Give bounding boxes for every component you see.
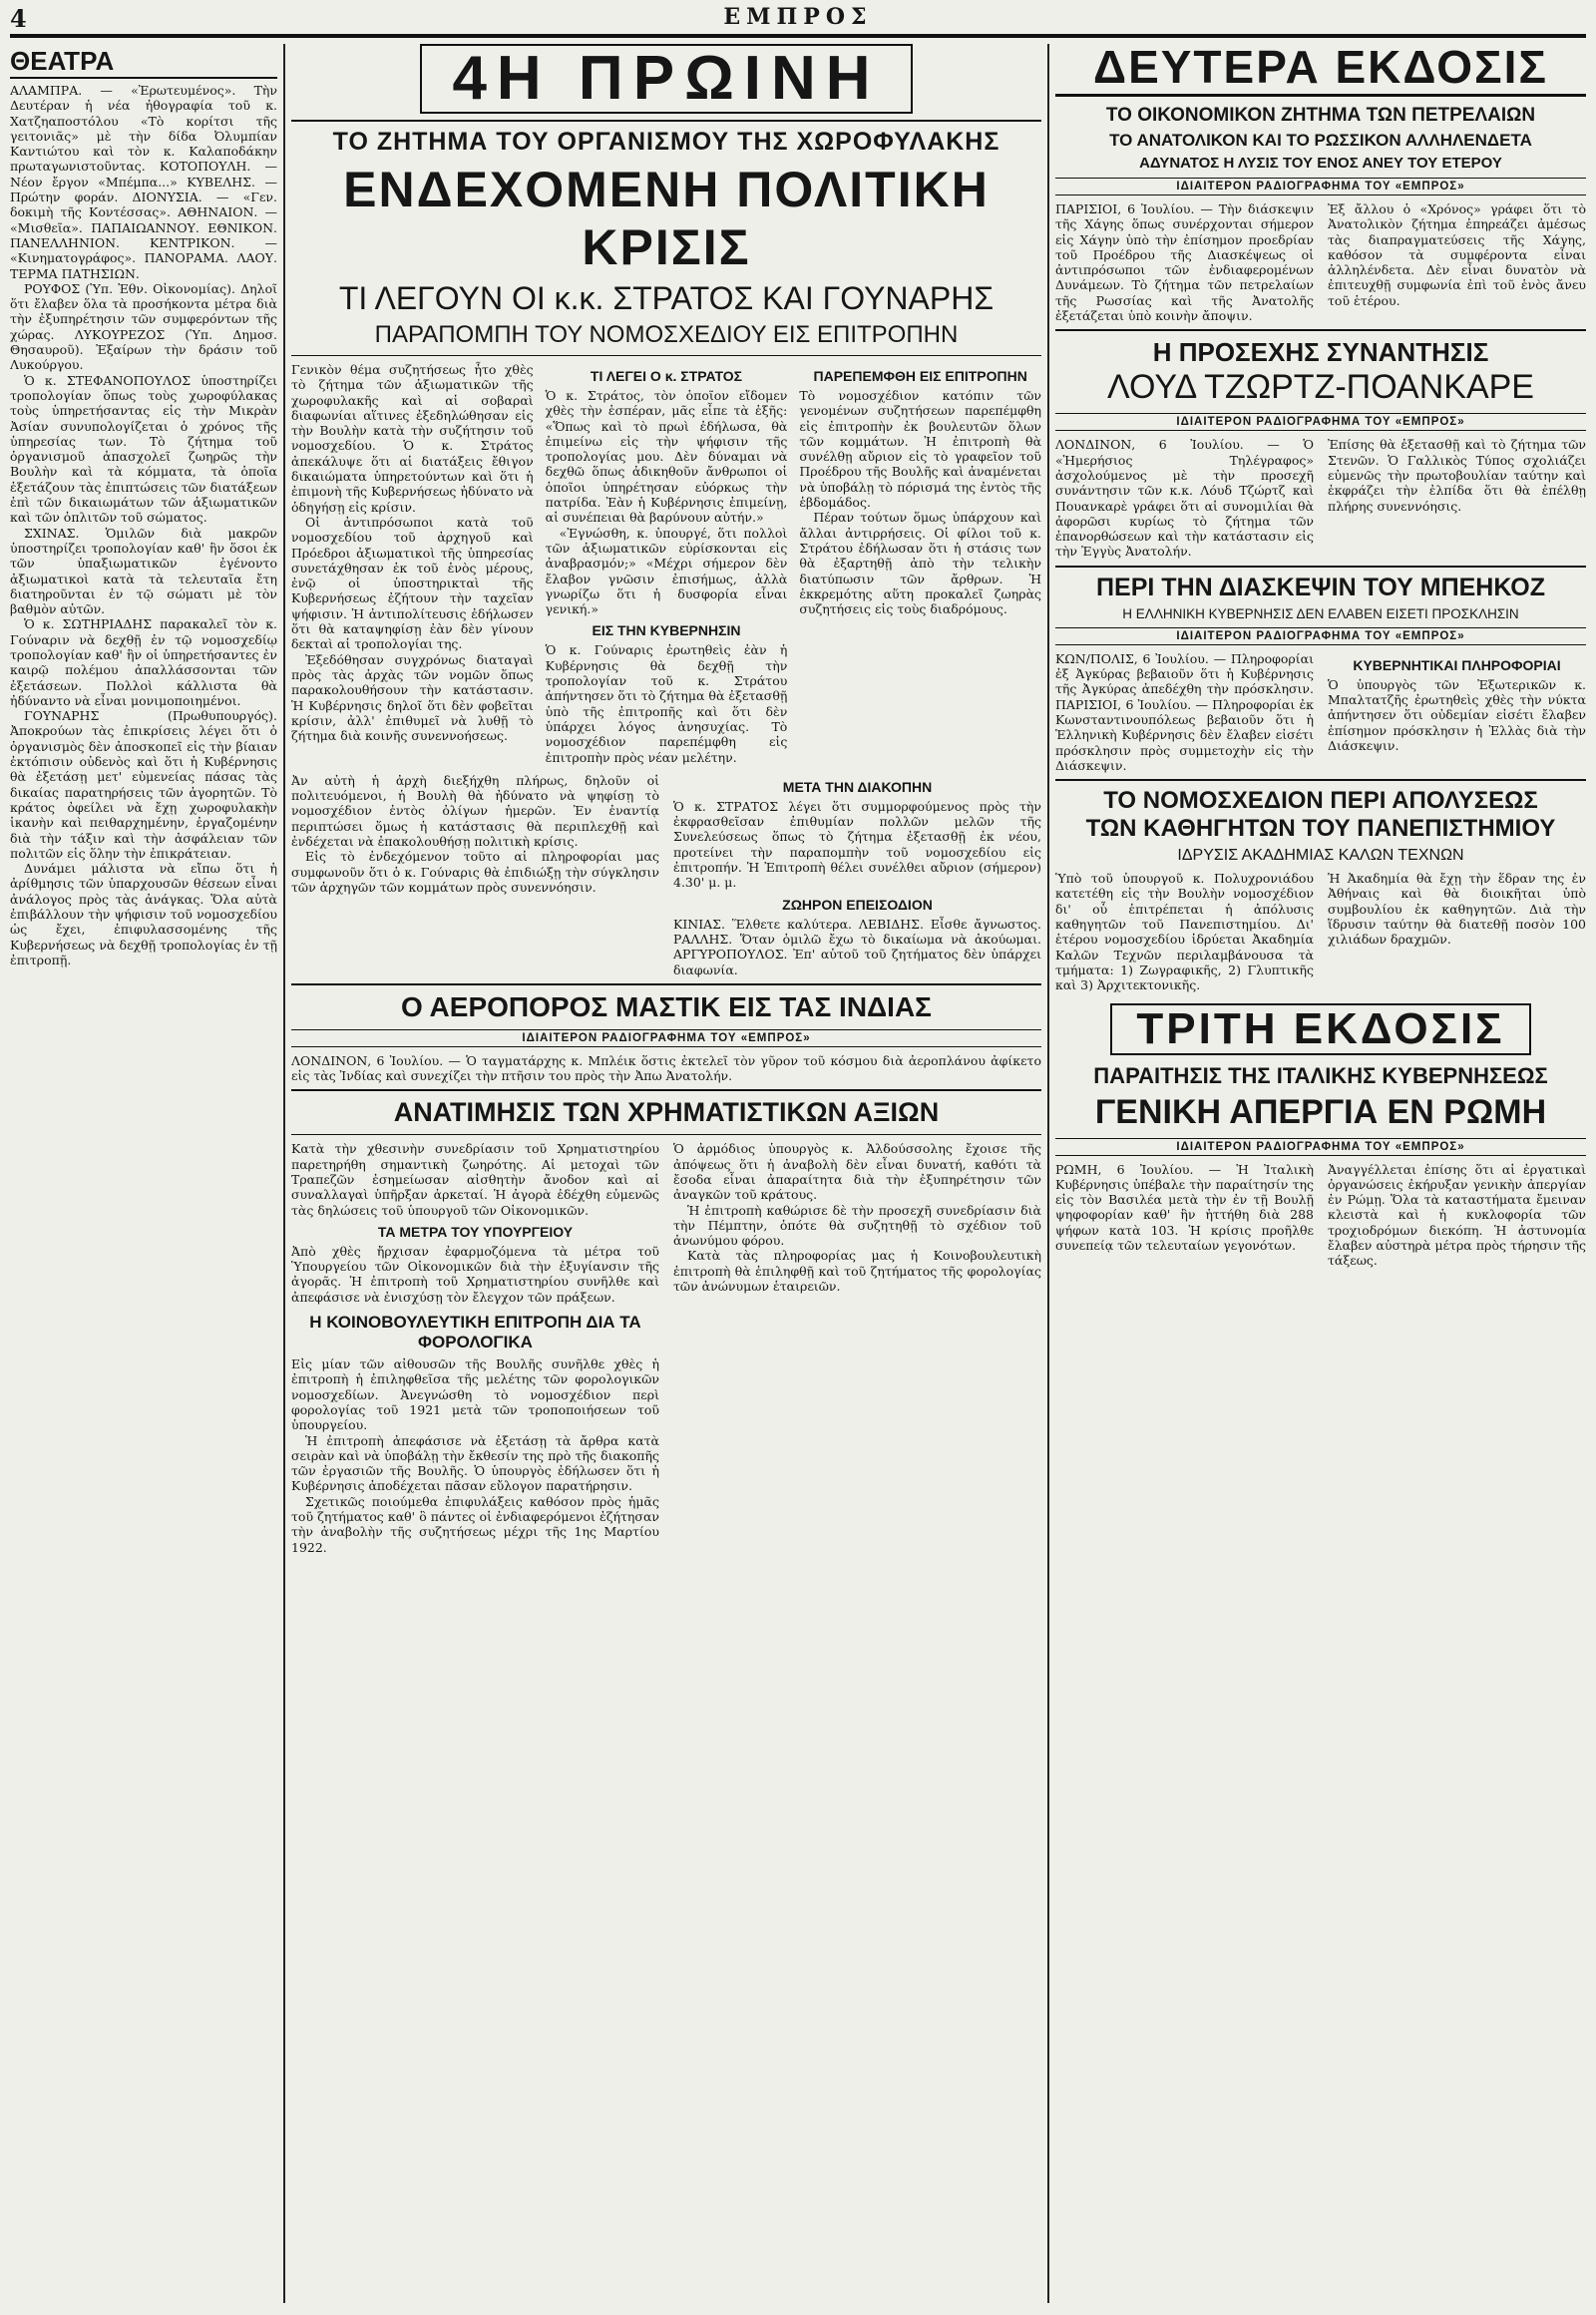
article-columns [291,1141,1041,1555]
subheading: ΤΑ ΜΕΤΡΑ ΤΟΥ ΥΠΟΥΡΓΕΙΟΥ [377,1223,574,1240]
article-text: Ὁ κ. ΣΩΤΗΡΙΑΔΗΣ παρακαλεῖ τὸν κ. Γούναριν νὰ δεχθῇ ἐν τῷ νομοσχεδίῳ τροπολογίαν καθ' ἣν οἱ ὑπηρετήσαντες ἐν καιρῷ πολέμου ἀπαλλάσσονται τῶν ἐξετάσεων. Πολλοὶ κάλλιστα θὰ ἠδύναντο νὰ εἶναι μονιμοποιημένοι. [10,616,277,708]
column-rule [283,44,285,2303]
edition-box-wrap [1055,1003,1586,1055]
dateline-radiogram: ΙΔΙΑΙΤΕΡΟΝ ΡΑΔΙΟΓΡΑΦΗΜΑ ΤΟΥ «ΕΜΠΡΟΣ» [1055,413,1586,431]
article-column [673,773,1041,977]
article-text: ΚΩΝ/ΠΟΛΙΣ, 6 Ἰουλίου. — Πληροφορίαι ἐξ Ἀγκύρας βεβαιοῦν ὅτι ἡ Κυβέρνησις τῆς Ἀγκύρας ἀπεδέχθη τὴν πρόσκλησιν. ΠΑΡΙΣΙΟΙ, 6 Ἰουλίου. — Πληροφορίαι ἐκ Κωνσταντινουπόλεως βεβαιοῦν ὅτι ἡ Ἑλληνικὴ Κυβέρνησις δὲν ἔλαβεν εἰσέτι πρόσκλησιν πρὸς συμμετοχὴν εἰς τὴν Διάσκεψιν. [1055,650,1314,773]
article-text: Ἐξ ἄλλου ὁ «Χρόνος» γράφει ὅτι τὸ Ἀνατολικὸν ζήτημα ἐπηρεάζει ἀμέσως τὰς διαπραγματεύσεις τῆς Χάγης, καθόσον τὰ συμφέροντα εἶναι ἀλληλένδετα. Δὲν εἶναι δυνατὸν νὰ ἐπιτευχθῇ συμφωνία ἐπὶ τοῦ ἑνὸς ἄνευ τοῦ ἑτέρου. [1328,201,1586,308]
article-text: ΚΙΝΙΑΣ. Ἕλθετε καλύτερα. ΛΕΒΙΔΗΣ. Εἶσθε ἄγνωστος. ΡΑΛΛΗΣ. Ὅταν ὁμιλῶ ἔχω τὸ δικαίωμα νὰ ἀκούωμαι. ΑΡΓΥΡΟΠΟΥΛΟΣ. Ἐπ' αὐτοῦ τοῦ ζητήματος δὲν ὑπάρχει διαφωνία. [673,916,1041,977]
article-text: Ὁ ὑπουργὸς τῶν Ἐξωτερικῶν κ. Μπαλτατζῆς ἐρωτηθεὶς χθὲς τὴν νύκτα ἀπήντησεν ὅτι οὐδεμίαν εἰσέτι ἔλαβεν ἐπίσημον πρόσκλησιν ἡ Ἑλλὰς διὰ τὴν Διάσκεψιν. [1328,676,1586,753]
article-text: «Ἐγνώσθη, κ. ὑπουργέ, ὅτι πολλοὶ τῶν ἀξιωματικῶν εὑρίσκονται εἰς ἀναβρασμόν;» «Μέχρι σήμερον δὲν ἔλαβον γνῶσιν ἐπισήμως, ἀλλὰ γνωρίζω ὅτι ἡ δυσφορία εἶναι γενική.» [545,525,788,617]
edition-title: ΔΕΥΤΕΡΑ ΕΚΔΟΣΙΣ [1055,44,1586,97]
column-second-edition [1055,44,1586,2303]
article-columns [1055,871,1586,992]
subheading: ΕΙΣ ΤΗΝ ΚΥΒΕΡΝΗΣΙΝ [592,622,741,639]
headline: ΤΟ ΝΟΜΟΣΧΕΔΙΟΝ ΠΕΡΙ ΑΠΟΛΥΣΕΩΣ [1103,787,1538,815]
column-rule [1047,44,1049,2303]
article-column [546,362,788,765]
top-bar [10,0,1586,38]
divider [1055,329,1586,331]
article-text: Εἰς τὸ ἐνδεχόμενον τοῦτο αἱ πληροφορίαι μας συμφωνοῦν ὅτι ὁ κ. Γούναρις θὰ ἐπιδιώξῃ τὴν σύγκλησιν τῶν ἀρχηγῶν τῶν κομμάτων πρὸς συνεννόησιν. [291,849,659,895]
headline: ΠΕΡΙ ΤΗΝ ΔΙΑΣΚΕΨΙΝ ΤΟΥ ΜΠΕΗΚΟΖ [1096,573,1545,601]
divider [291,983,1041,985]
article-column [1055,437,1314,559]
article-text: Ἀν αὐτὴ ἡ ἀρχὴ διεξήχθη πλήρως, δηλοῦν οἱ πολιτευόμενοι, ἡ Βουλὴ θὰ ἠδύνατο νὰ ψηφίσῃ τὸ νομοσχέδιον ἐντὸς ὀλίγων ἡμερῶν. Ἐν ἐναντίᾳ περιπτώσει ὅμως ἡ κατάστασις θὰ περιπλεχθῇ καὶ ἐνδέχεται νὰ ἐπακολουθήσῃ πολιτικὴ κρίσις. [291,772,659,850]
article-text: Ὁ κ. Στράτος, τὸν ὁποῖον εἴδομεν χθὲς τὴν ἑσπέραν, μᾶς εἶπε τὰ ἑξῆς: «Ὅπως καὶ τὸ πρωὶ ἐδήλωσα, θὰ ἐπιμείνω εἰς τὴν ψήφισιν τῆς τροπολογίας μου. Δὲν δύναμαι νὰ δεχθῶ ὅπως ἀδικηθοῦν ἄνθρωποι οἱ ὁποῖοι ὑπηρέτησαν εὐόρκως τὴν πατρίδα. Ἐὰν ἡ Κυβέρνησις ἐπιμείνῃ, αἱ συνέπειαι θὰ βαρύνουν αὐτήν.» [545,388,788,526]
article-column [673,1141,1041,1555]
article-text: Ἡ ἐπιτροπὴ ἀπεφάσισε νὰ ἐξετάσῃ τὰ ἄρθρα κατὰ σειρὰν καὶ νὰ ὑποβάλῃ τὴν ἔκθεσίν της πρὸ τῆς διακοπῆς τῶν ἐργασιῶν τῆς Βουλῆς. Ὁ ὑπουργὸς ἐδήλωσεν ὅτι ἡ Κυβέρνησις ἀποδέχεται πᾶσαν εὔλογον παρατήρησιν. [291,1432,659,1494]
article-text: Ἐπίσης θὰ ἐξετασθῇ καὶ τὸ ζήτημα τῶν Στενῶν. Ὁ Γαλλικὸς Τύπος σχολιάζει εὐμενῶς τὴν πρωτοβουλίαν ταύτην καὶ ἐκφράζει τὴν ἐλπίδα ὅτι θὰ ἐπέλθῃ πλήρης συνεννόησις. [1328,437,1586,514]
article-columns [1055,437,1586,559]
page-number: 4 [10,4,27,33]
article-text: ΡΩΜΗ, 6 Ἰουλίου. — Ἡ Ἰταλικὴ Κυβέρνησις ὑπέβαλε τὴν παραίτησίν της εἰς τὸν Βασιλέα μετὰ τὴν ἐν τῇ Βουλῇ ψηφοφορίαν καθ' ἣν ἡττήθη διὰ 288 ψήφων κατὰ 103. Ἡ κρίσις προῆλθε συνεπείᾳ τῶν τελευταίων γεγονότων. [1055,1161,1314,1253]
subheading: ΤΙ ΛΕΓΕΙ Ο κ. ΣΤΡΑΤΟΣ [590,368,743,384]
article-columns [1055,1162,1586,1269]
masthead: ΕΜΠΡΟΣ [723,4,873,30]
divider [1055,566,1586,568]
article-text: Ἐξεδόθησαν συγχρόνως διαταγαὶ πρὸς τὰς ἀρχὰς τῶν νομῶν ὅπως παρακολουθήσουν τὴν κατάστασιν. Ἡ Κυβέρνησις δηλοῖ ὅτι δὲν φοβεῖται κρίσιν, ἀλλ' ἐπιθυμεῖ νὰ λυθῇ τὸ ζήτημα διὰ κοινῆς συνεννοήσεως. [291,651,534,744]
article-text: Εἰς μίαν τῶν αἰθουσῶν τῆς Βουλῆς συνῆλθε χθὲς ἡ ἐπιτροπὴ ἡ ἐπιληφθεῖσα τῆς μελέτης τῶν φορολογικῶν νομοσχεδίων. Ἀνεγνώσθη τὸ νομοσχέδιον περὶ φορολογίας τοῦ 1921 μετὰ τῶν τροποποιήσεων τοῦ ὑπουργείου. [291,1356,659,1433]
dateline-radiogram: ΙΔΙΑΙΤΕΡΟΝ ΡΑΔΙΟΓΡΑΦΗΜΑ ΤΟΥ «ΕΜΠΡΟΣ» [1055,1138,1586,1156]
headline-airman: Ο ΑΕΡΟΠΟΡΟΣ ΜΑΣΤΙΚ ΕΙΣ ΤΑΣ ΙΝΔΙΑΣ [401,990,932,1022]
dateline-radiogram: ΙΔΙΑΙΤΕΡΟΝ ΡΑΔΙΟΓΡΑΦΗΜΑ ΤΟΥ «ΕΜΠΡΟΣ» [1055,627,1586,645]
article-column [1328,871,1586,992]
article-text: Ἡ Ἀκαδημία θὰ ἔχῃ τὴν ἕδραν της ἐν Ἀθήναις καὶ θὰ διοικῆται ὑπὸ συμβουλίου ἐκ καθηγητῶν. Διὰ τὴν ἵδρυσιν ταύτην θὰ διατεθῇ ποσὸν 100 χιλιάδων δραχμῶν. [1328,871,1586,948]
headline: ΤΟ ΟΙΚΟΝΟΜΙΚΟΝ ΖΗΤΗΜΑ ΤΩΝ ΠΕΤΡΕΛΑΙΩΝ [1105,105,1536,126]
article-column [291,773,659,977]
article-columns [291,773,1041,977]
headline-sub: Η ΕΛΛΗΝΙΚΗ ΚΥΒΕΡΝΗΣΙΣ ΔΕΝ ΕΛΑΒΕΝ ΕΙΣΕΤΙ ΠΡΟΣΚΛΗΣΙΝ [1122,605,1519,621]
headline-primary: ΤΟ ΖΗΤΗΜΑ ΤΟΥ ΟΡΓΑΝΙΣΜΟΥ ΤΗΣ ΧΩΡΟΦΥΛΑΚΗΣ [332,128,1000,156]
edition-box-wrap [291,44,1041,114]
article-text: ΑΛΑΜΠΡΑ. — «Ἐρωτευμένος». Τὴν Δευτέραν ἡ νέα ἠθογραφία τοῦ κ. Χατζηαποστόλου «Τὸ κορίτσι τῆς γειτονιᾶς» μὲ τὴν δίδα Ὀλυμπίαν Καντιώτου καὶ τὸν κ. Καλαποδάκην πρωταγωνιστοῦντας. ΚΟΤΟΠΟΥΛΗ. — Νέον ἔργον «Μπέμπα...» ΚΥΒΕΛΗΣ. — Πρώτην φοράν. ΔΙΟΝΥΣΙΑ. — «Γεν. δοκιμὴ τῆς Κοντέσσας». ΑΘΗΝΑΙΟΝ. — «Μισθεῖα». ΠΑΠΑΙΩΑΝΝΟΥ. ΕΘΝΙΚΟΝ. ΠΑΝΕΛΛΗΝΙΟΝ. ΚΕΝΤΡΙΚΟΝ. — «Κινηματογράφος». ΠΑΝΟΡΑΜΑ. ΛΑΟΥ. ΤΕΡΜΑ ΠΑΤΗΣΙΩΝ. [10,83,277,281]
article-column [1055,1162,1314,1269]
headline-sub: ΤΙ ΛΕΓΟΥΝ ΟΙ κ.κ. ΣΤΡΑΤΟΣ ΚΑΙ ΓΟΥΝΑΡΗΣ [338,280,995,316]
headline-sub: ΠΑΡΑΠΟΜΠΗ ΤΟΥ ΝΟΜΟΣΧΕΔΙΟΥ ΕΙΣ ΕΠΙΤΡΟΠΗΝ [374,321,959,348]
headline-main: ΓΕΝΙΚΗ ΑΠΕΡΓΙΑ ΕΝ ΡΩΜΗ [1094,1092,1547,1131]
article-column [799,362,1041,765]
subheading: ΖΩΗΡΟΝ ΕΠΕΙΣΟΔΙΟΝ [782,896,933,913]
column-morning-edition [291,44,1041,2303]
subheading: ΠΑΡΕΠΕΜΦΘΗ ΕΙΣ ΕΠΙΤΡΟΠΗΝ [813,368,1027,384]
article-text: Ἀναγγέλλεται ἐπίσης ὅτι αἱ ἐργατικαὶ ὀργανώσεις ἐκήρυξαν γενικὴν ἀπεργίαν ἐν Ρώμῃ. Ὅλα τὰ καταστήματα ἔμειναν κλειστὰ καὶ ἡ κυκλοφορία τῶν τροχιοδρόμων διεκόπη. Ἡ ἀστυνομία ἔλαβεν αὐστηρὰ μέτρα πρὸς τήρησιν τῆς τάξεως. [1328,1161,1586,1269]
edition-box [420,44,912,114]
subheading: ΚΥΒΕΡΝΗΤΙΚΑΙ ΠΛΗΡΟΦΟΡΙΑΙ [1353,656,1561,673]
headline-parliament: Η ΚΟΙΝΟΒΟΥΛΕΥΤΙΚΗ ΕΠΙΤΡΟΠΗ ΔΙΑ ΤΑ ΦΟΡΟΛΟΓΙΚΑ [309,1313,641,1352]
article-text: Οἱ ἀντιπρόσωποι κατὰ τοῦ νομοσχεδίου τοῦ ἀρχηγοῦ καὶ Πρόεδροι ἀξιωματικοὶ τῆς ὑπηρεσίας συνετάχθησαν ἐκ τοῦ ἑνὸς μέρους, ἐνῷ οἱ ὑποστηρικταὶ τῆς Κυβερνήσεως ἐζήτουν τὴν ταχεῖαν ψήφισιν. Ἡ ἀντιπολίτευσις ἐδήλωσεν ὅτι θὰ καταψηφίσῃ ἐὰν δὲν γίνουν δεκταὶ αἱ τροπολογίαι της. [291,514,534,652]
article-columns [291,362,1041,765]
article-text: Ὁ κ. ΣΤΡΑΤΟΣ λέγει ὅτι συμμορφούμενος πρὸς τὴν ἐκφρασθεῖσαν ἐπιθυμίαν πολλῶν μελῶν τῆς Συνελεύσεως ὅπως τὸ ζήτημα ἐξετασθῇ ἐκ νέου, προτείνει τὴν παραπομπὴν τοῦ νομοσχεδίου εἰς ἐπιτροπήν. Ἡ Ἐπιτροπὴ θέλει συνέλθει αὔριον (σήμερον) 4.30' μ. μ. [673,798,1041,891]
headline: ΠΑΡΑΙΤΗΣΙΣ ΤΗΣ ΙΤΑΛΙΚΗΣ ΚΥΒΕΡΝΗΣΕΩΣ [1093,1062,1548,1088]
article-column [1055,871,1314,992]
divider [291,1089,1041,1091]
article-text: ΓΟΥΝΑΡΗΣ (Πρωθυπουργός). Ἀποκρούων τὰς ἐπικρίσεις λέγει ὅτι ὁ ὀργανισμὸς δὲν ἀποσκοπεῖ εἰς τὴν βίαιαν ἐκτόπισιν οὐδενὸς καὶ ὅτι ἡ Κυβέρνησις θὰ ἐξετάσῃ μετ' εὐμενείας πάσας τὰς δικαίας παρατηρήσεις τῶν ἀγορητῶν. Τὸ κράτος ὀφείλει νὰ ἔχῃ χωροφυλακὴν ἱκανὴν καὶ πειθαρχημένην, ἐργαζομένην διὰ τὴν τάξιν καὶ τὴν ἀσφάλειαν τῶν πολιτῶν εἰς ὅλην τὴν ἐπικράτειαν. [10,708,277,861]
article-text: Σχετικῶς ποιούμεθα ἐπιφυλάξεις καθόσον πρὸς ἡμᾶς τοῦ ζητήματος καθ' ὃ πάντες οἱ ἐνδιαφερόμενοι ἐζήτησαν τὴν ἀναβολὴν τῆς συζητήσεως μέχρι τῆς 1ης Μαρτίου 1922. [291,1493,659,1555]
column-theatres [10,44,277,2303]
headline: Η ΠΡΟΣΕΧΗΣ ΣΥΝΑΝΤΗΣΙΣ [1152,337,1489,368]
article-text: Πέραν τούτων ὅμως ὑπάρχουν καὶ ἄλλαι ἀντιρρήσεις. Οἱ φίλοι τοῦ κ. Στράτου ἐδήλωσαν ὅτι ἡ στάσις των θὰ ἐξαρτηθῇ ἀπὸ τὴν τελικὴν διατύπωσιν τῶν ἄρθρων. Ἡ ἐκκρεμότης αὕτη προκαλεῖ ζωηρὰς συζητήσεις εἰς τοὺς διαδρόμους. [799,510,1041,617]
article-text: Γενικὸν θέμα συζητήσεως ἦτο χθὲς τὸ ζήτημα τῶν ἀξιωματικῶν τῆς χωροφυλακῆς καὶ αἱ σοβαραὶ διαφωνίαι αἵτινες ἐξεδηλώθησαν εἰς τὴν Βουλὴν κατὰ τὴν συζήτησιν τοῦ νομοσχεδίου. Ὁ κ. Στράτος ἀπεκάλυψε ὅτι αἱ διατάξεις ἔθιγον δικαιώματα ὑπηρετούντων καὶ ὅτι ἡ ἐπιμονὴ τῆς Κυβερνήσεως ἠδύνατο νὰ ὁδηγήσῃ εἰς κρίσιν. [291,362,534,515]
headline: ΤΟ ΑΝΑΤΟΛΙΚΟΝ ΚΑΙ ΤΟ ΡΩΣΣΙΚΟΝ ΑΛΛΗΛΕΝΔΕΤΑ [1109,131,1532,150]
article-text: ΡΟΥΦΟΣ (Ὑπ. Ἐθν. Οἰκονομίας). Δηλοῖ ὅτι ἔλαβεν ὅλα τὰ προσήκοντα μέτρα διὰ τὴν ἐξυπηρέτησιν τῶν συμφερόντων τῆς χώρας. ΛΥΚΟΥΡΕΖΟΣ (Ὑπ. Δημοσ. Θησαυροῦ). Ἐξαίρων τὴν δράσιν τοῦ Λυκούργου. [10,280,277,373]
headline: ΑΔΥΝΑΤΟΣ Η ΛΥΣΙΣ ΤΟΥ ΕΝΟΣ ΑΝΕΥ ΤΟΥ ΕΤΕΡΟΥ [1139,155,1502,172]
divider [291,120,1041,122]
edition-title: ΤΡΙΤΗ ΕΚΔΟΣΙΣ [1136,1003,1505,1053]
edition-title: 4Η ΠΡΩΙΝΗ [452,44,881,113]
headline: ΤΩΝ ΚΑΘΗΓΗΤΩΝ ΤΟΥ ΠΑΝΕΠΙΣΤΗΜΙΟΥ [1085,815,1556,843]
edition-box [1110,1003,1530,1055]
article-text: Ὁ κ. ΣΤΕΦΑΝΟΠΟΥΛΟΣ ὑποστηρίζει τροπολογίαν ὅπως τοὺς χωροφύλακας τοὺς ὑπηρετήσαντας εἰς τὴν Μικρὰν Ἀσίαν συνυπολογίζεται ὁ χρόνος τῆς ὑπηρεσίας των. Τὸ ζήτημα τοῦ ὀργανισμοῦ ἀπασχολεῖ ζωηρῶς τὴν Βουλὴν καὶ τὰ κόμματα, τὰ ὁποῖα ἐξετάζουν τὰς ἐπιπτώσεις τῶν διατάξεων ἐπὶ τῶν δικαιωμάτων τῶν ἀξιωματικῶν καὶ τῶν ὀπλιτῶν τοῦ σώματος. [10,372,277,526]
headline-main: ΕΝΔΕΧΟΜΕΝΗ ΠΟΛΙΤΙΚΗ ΚΡΙΣΙΣ [343,162,990,275]
article-column [1055,651,1314,773]
headline: ΛΟΥΔ ΤΖΩΡΤΖ-ΠΟΑΝΚΑΡΕ [1107,368,1534,407]
article-column [1328,1162,1586,1269]
headline-stocks: ΑΝΑΤΙΜΗΣΙΣ ΤΩΝ ΧΡΗΜΑΤΙΣΤΙΚΩΝ ΑΞΙΩΝ [393,1097,940,1128]
article-text: Ὁ ἀρμόδιος ὑπουργὸς κ. Ἀλδούσσολης ἔχοισε τῆς ἀπόψεως ὅτι ἡ ἀναβολὴ δὲν εἶναι δυνατή, καθότι τὰ ἔσοδα εἶναι ἀπαραίτητα διὰ τὴν ἐξυπηρέτησιν τῶν ἀναγκῶν τοῦ κράτους. [673,1141,1041,1203]
article-column [1328,201,1586,323]
subheading: ΜΕΤΑ ΤΗΝ ΔΙΑΚΟΠΗΝ [782,778,933,795]
article-text: ΛΟΝΔΙΝΟΝ, 6 Ἰουλίου. — Ὁ «Ἡμερήσιος Τηλέγραφος» ἀσχολούμενος μὲ τὴν προσεχῆ συνάντησιν τῶν κ.κ. Λόυδ Τζώρτζ καὶ Πουανκαρὲ γράφει ὅτι αἱ συνομιλίαι θὰ ἀφορῶσι κυρίως τὸ ζήτημα τῶν ἐπανορθώσεων καὶ τὴν κατάστασιν εἰς τὴν Ἐγγὺς Ἀνατολήν. [1055,437,1314,560]
section-title: ΘΕΑΤΡΑ [10,46,277,79]
headline-sub: ΙΔΡΥΣΙΣ ΑΚΑΔΗΜΙΑΣ ΚΑΛΩΝ ΤΕΧΝΩΝ [1177,847,1464,865]
article-text: Δυνάμει μάλιστα νὰ εἴπω ὅτι ἡ ἀρίθμησις τῶν ὑπαρχουσῶν θέσεων εἶναι ἀνάλογος πρὸς τὰς ἀνάγκας. Ὅλα αὐτὰ ἐπιβάλλουν τὴν ψήφισιν τοῦ νομοσχεδίου ὡς ἔχει, ἐπιφυλασσομένης τῆς Κυβερνήσεως νὰ δεχθῇ τροπολογίας ἐν τῇ ἐπιτροπῇ. [10,861,277,967]
article-text: Ὑπὸ τοῦ ὑπουργοῦ κ. Πολυχρονιάδου κατετέθη εἰς τὴν Βουλὴν νομοσχέδιον δι' οὗ ἐπιτρέπεται ἡ ἀπόλυσις καθηγητῶν τοῦ Πανεπιστημίου. Δι' ἑτέρου νομοσχεδίου ἱδρύεται Ἀκαδημία Καλῶν Τεχνῶν περιλαμβάνουσα τὰ τμήματα: 1) Ζωγραφικῆς, 2) Γλυπτικῆς καὶ 3) Ἀρχιτεκτονικῆς. [1055,871,1314,993]
article-columns [1055,201,1586,323]
article-text: Ὁ κ. Γούναρις ἐρωτηθεὶς ἐὰν ἡ Κυβέρνησις θὰ δεχθῇ τὴν τροπολογίαν τοῦ κ. Στράτου ἀπήντησεν ὅτι τὸ ζήτημα θὰ ἐξετασθῇ ὑπὸ τῆς ἐπιτροπῆς καὶ ὅτι δὲν ὑπάρχει λόγος ἀνησυχίας. Τὸ νομοσχέδιον παρεπέμφθη εἰς ἐπιτροπὴν πρὸς νέαν μελέτην. [545,642,788,765]
article-text: Κατὰ τὴν χθεσινὴν συνεδρίασιν τοῦ Χρηματιστηρίου παρετηρήθη σημαντικὴ ζωηρότης. Αἱ μετοχαὶ τῶν Τραπεζῶν ἐσημείωσαν αἰσθητὴν ἄνοδον καὶ αἱ συναλλαγαὶ ὑπῆρξαν ἀρκεταί. Ἡ ἀγορὰ ἐδέχθη εὐμενῶς τὰς δηλώσεις τοῦ ὑπουργοῦ τῶν Οἰκονομικῶν. [291,1141,659,1218]
article-column [291,1141,659,1555]
dateline-radiogram: ΙΔΙΑΙΤΕΡΟΝ ΡΑΔΙΟΓΡΑΦΗΜΑ ΤΟΥ «ΕΜΠΡΟΣ» [1055,178,1586,195]
divider [291,355,1041,356]
divider [291,1134,1041,1135]
article-text: Κατὰ τὰς πληροφορίας μας ἡ Κοινοβουλευτικὴ ἐπιτροπὴ θὰ ἐπιληφθῇ καὶ τοῦ ζητήματος τῆς φορολογίας τῶν ἀνώνυμων ἑταιρειῶν. [673,1248,1041,1295]
divider [1055,779,1586,781]
article-column [1328,651,1586,773]
article-columns [1055,651,1586,773]
article-text: Ἀπὸ χθὲς ἤρχισαν ἐφαρμοζόμενα τὰ μέτρα τοῦ Ὑπουργείου τῶν Οἰκονομικῶν διὰ τὴν ἐξυγίανσιν τῆς ἀγορᾶς. Ἡ ἐπιτροπὴ τοῦ Χρηματιστηρίου συνῆλθε καὶ ἀπεφάσισε νὰ ἐνισχύσῃ τὸν ἔλεγχον τῶν πράξεων. [291,1243,659,1305]
article-column [1328,437,1586,559]
dateline-radiogram: ΙΔΙΑΙΤΕΡΟΝ ΡΑΔΙΟΓΡΑΦΗΜΑ ΤΟΥ «ΕΜΠΡΟΣ» [291,1029,1041,1047]
article-text: ΛΟΝΔΙΝΟΝ, 6 Ἰουλίου. — Ὁ ταγματάρχης κ. Μπλέικ ὅστις ἐκτελεῖ τὸν γῦρον τοῦ κόσμου διὰ ἀεροπλάνου ἀφίκετο εἰς τὰς Ἰνδίας καὶ συνεχίζει τὴν πτῆσιν του πρὸς τὴν Ἀπω Ἀνατολήν. [291,1052,1041,1084]
article-text: ΠΑΡΙΣΙΟΙ, 6 Ἰουλίου. — Τὴν διάσκεψιν τῆς Χάγης ὅπως συνέρχονται σήμερον εἰς Χάγην ὑπὸ τὴν ἐπίσημον προεδρίαν τοῦ Προέδρου τῆς Διασκέψεως οἱ ἀντιπρόσωποι τῶν ἐνδιαφερομένων Δυνάμεων. Τὸ ζήτημα τῶν πετρελαίων τῆς Ρωσσίας καὶ τῆς Ἀνατολῆς ἐξετάζεται ὑπὸ κοινὴν ἄποψιν. [1055,201,1314,324]
article-text: Ἡ ἐπιτροπὴ καθώρισε δὲ τὴν προσεχῆ συνεδρίασιν διὰ τὴν Πέμπτην, ὁπότε θὰ συζητηθῇ τὸ σχέδιον τοῦ ἀνωνύμου φόρου. [673,1202,1041,1249]
article-column [1055,201,1314,323]
article-column [291,362,534,765]
article-text: Τὸ νομοσχέδιον κατόπιν τῶν γενομένων συζητήσεων παρεπέμφθη εἰς ἐπιτροπὴν ἐκ βουλευτῶν ὅλων τῶν κομμάτων. Ἡ ἐπιτροπὴ θὰ συνέλθῃ αὔριον εἰς τὸ γραφεῖον τοῦ Προέδρου τῆς Βουλῆς καὶ ἀναμένεται νὰ ὑποβάλῃ τὸ πόρισμά της ἐντὸς τῆς ἑβδομάδος. [799,388,1041,511]
article-text: ΣΧΙΝΑΣ. Ὁμιλῶν διὰ μακρῶν ὑποστηρίζει τροπολογίαν καθ' ἣν ὅσοι ἐκ τῶν ὑπαξιωματικῶν ἐγένοντο ἀξιωματικοὶ κατὰ τὰ τελευταῖα ἔτη διατηροῦνται ἐν τῷ σώματι μὲ τὸν βαθμὸν αὐτῶν. [10,525,277,617]
